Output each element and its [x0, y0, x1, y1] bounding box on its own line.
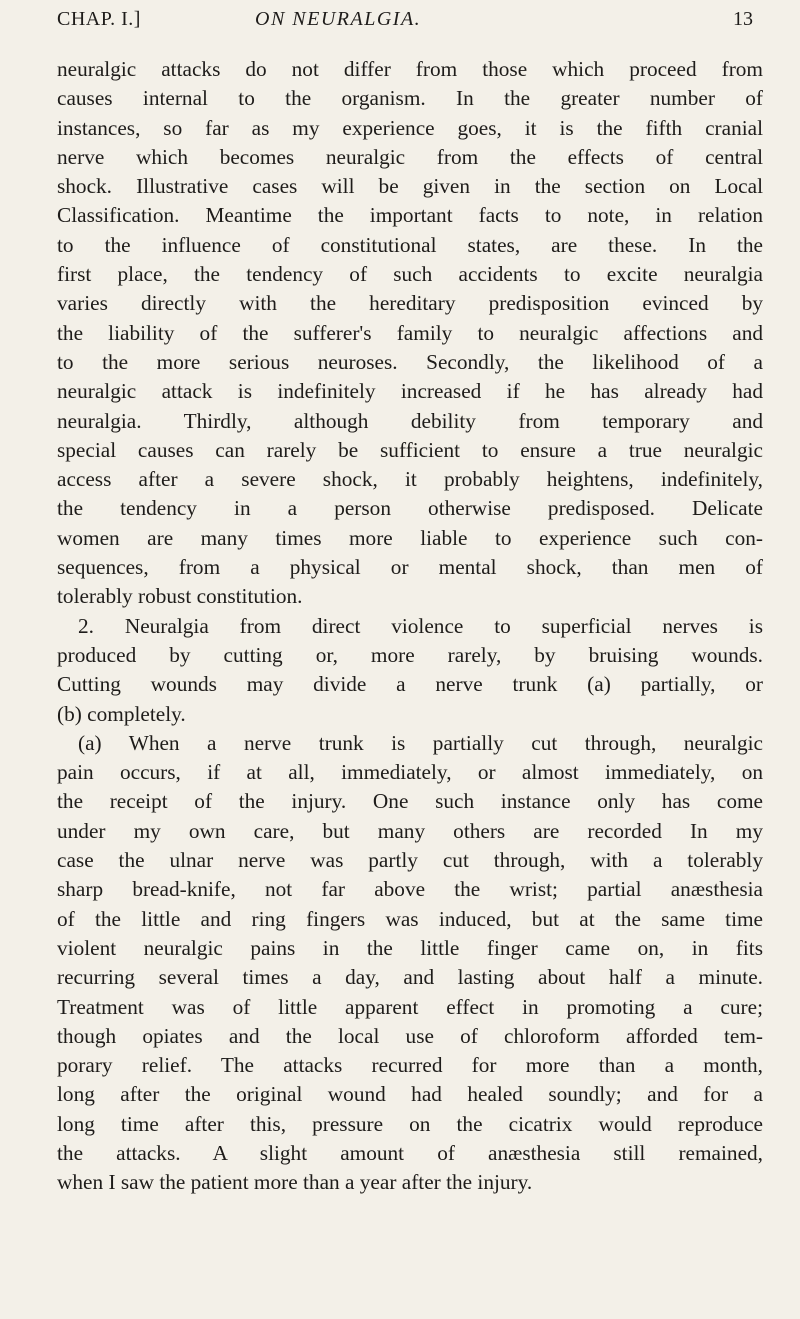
text-line: of the little and ring fingers was induced, but at the same time: [57, 906, 763, 931]
text-line: 2. Neuralgia from direct violence to superficial nerves is: [78, 613, 763, 638]
text-line: pain occurs, if at all, immediately, or almost immediately, on: [57, 760, 763, 785]
text-line: case the ulnar nerve was partly cut through, with a tolerably: [57, 848, 763, 873]
text-line: nerve which becomes neuralgic from the effects of central: [57, 144, 763, 169]
text-line: violent neuralgic pains in the little finger came on, in fits: [57, 935, 763, 960]
text-line: though opiates and the local use of chloroform afforded tem-: [57, 1023, 763, 1048]
text-line: neuralgia. Thirdly, although debility from temporary and: [57, 408, 763, 433]
text-line: shock. Illustrative cases will be given in the section on Local: [57, 174, 763, 199]
text-line: produced by cutting or, more rarely, by bruising wounds.: [57, 642, 763, 667]
running-header: [57, 8, 763, 38]
text-line: women are many times more liable to experience such con-: [57, 525, 763, 550]
text-line: neuralgic attacks do not differ from those which proceed from: [57, 57, 763, 81]
text-line: the tendency in a person otherwise predisposed. Delicate: [57, 496, 763, 521]
text-line: instances, so far as my experience goes, it is the fifth cranial: [57, 115, 763, 140]
text-line: when I saw the patient more than a year after the injury.: [57, 1170, 533, 1195]
text-line: special causes can rarely be sufficient to ensure a true neuralgic: [57, 437, 763, 462]
text-line: the liability of the sufferer's family to neuralgic affections and: [57, 320, 763, 345]
text-line: access after a severe shock, it probably heightens, indefinitely,: [57, 467, 763, 492]
text-line: the receipt of the injury. One such instance only has come: [57, 789, 763, 814]
text-line: to the influence of constitutional states, are these. In the: [57, 232, 763, 257]
text-line: (b) completely.: [57, 701, 186, 726]
page-number: 13: [733, 8, 753, 30]
text-line: long time after this, pressure on the cicatrix would reproduce: [57, 1111, 763, 1136]
text-line: sharp bread-knife, not far above the wrist; partial anæsthesia: [57, 877, 763, 902]
text-line: Treatment was of little apparent effect in promoting a cure;: [57, 994, 763, 1019]
text-line: the attacks. A slight amount of anæsthesia still remained,: [57, 1140, 763, 1165]
page-body-text: [57, 55, 763, 1198]
chapter-label: CHAP. I.]: [57, 8, 141, 30]
text-line: long after the original wound had healed soundly; and for a: [57, 1082, 763, 1107]
running-title: ON NEURALGIA.: [255, 8, 422, 30]
text-line: porary relief. The attacks recurred for more than a month,: [57, 1053, 763, 1078]
text-line: Classification. Meantime the important facts to note, in relation: [57, 203, 763, 228]
text-line: causes internal to the organism. In the greater number of: [57, 86, 763, 111]
text-line: neuralgic attack is indefinitely increased if he has already had: [57, 379, 763, 404]
text-line: to the more serious neuroses. Secondly, the likelihood of a: [57, 349, 763, 374]
text-line: tolerably robust constitution.: [57, 584, 303, 609]
text-line: (a) When a nerve trunk is partially cut through, neuralgic: [78, 730, 763, 755]
text-line: recurring several times a day, and lasting about half a minute.: [57, 965, 763, 990]
text-line: first place, the tendency of such accidents to excite neuralgia: [57, 262, 763, 287]
text-line: sequences, from a physical or mental shock, than men of: [57, 555, 763, 580]
text-line: under my own care, but many others are recorded In my: [57, 818, 763, 843]
text-line: varies directly with the hereditary predisposition evinced by: [57, 291, 763, 316]
text-line: Cutting wounds may divide a nerve trunk (a) partially, or: [57, 672, 763, 697]
